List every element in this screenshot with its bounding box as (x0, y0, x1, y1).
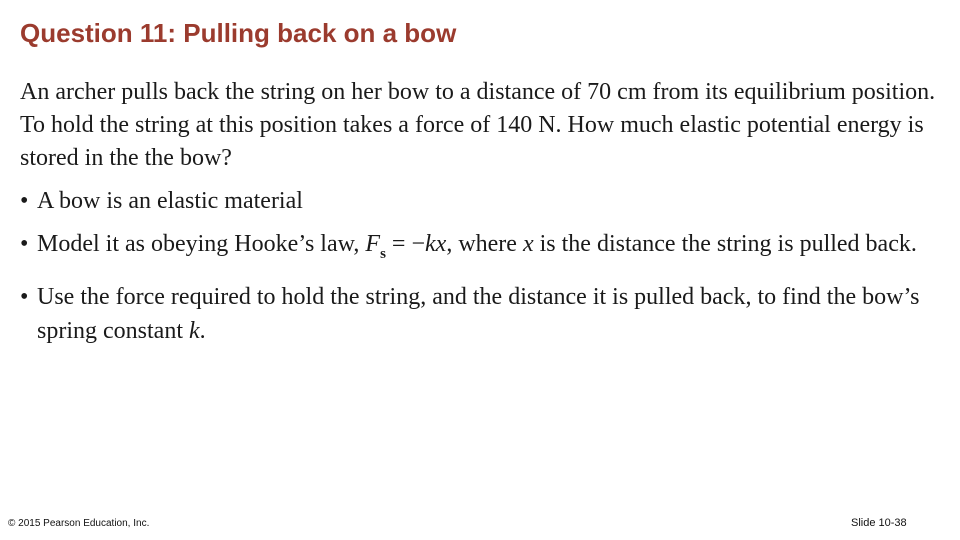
copyright-footer: © 2015 Pearson Education, Inc. (8, 518, 150, 529)
spring-subscript: s (380, 246, 386, 262)
bullet-item (20, 184, 940, 218)
kx-symbol: kx (425, 231, 447, 257)
k-symbol: k (188, 318, 200, 344)
bullet-marker: • (20, 188, 29, 214)
period-text: . (199, 318, 206, 344)
bullet-text: is the distance the string is pulled back. (533, 231, 917, 257)
bullet-text: , where (446, 231, 523, 257)
force-symbol: F (365, 231, 381, 257)
bullet-text: Model it as obeying Hooke’s law, (37, 231, 366, 257)
bullet-marker: • (20, 231, 29, 257)
bullet-text: A bow is an elastic material (37, 188, 303, 214)
slide-title: Question 11: Pulling back on a bow (20, 18, 457, 48)
bullet-marker: • (20, 284, 29, 310)
bullet-text: Use the force required to hold the string, and the distance it is pulled back, to find the bow’s spring constant (37, 284, 920, 344)
question-text: An archer pulls back the string on her bow to a distance of 70 cm from its equilibrium position. To hold the string at this position takes a force of 140 N. How much elastic potential energy is stored in the the bow? (20, 79, 936, 171)
slide-number: Slide 10-38 (851, 517, 907, 529)
bullet-item (20, 280, 940, 348)
x-symbol: x (522, 231, 534, 257)
bullet-item (20, 227, 940, 271)
bullet-list (20, 184, 940, 357)
equals-text: = − (385, 231, 425, 257)
